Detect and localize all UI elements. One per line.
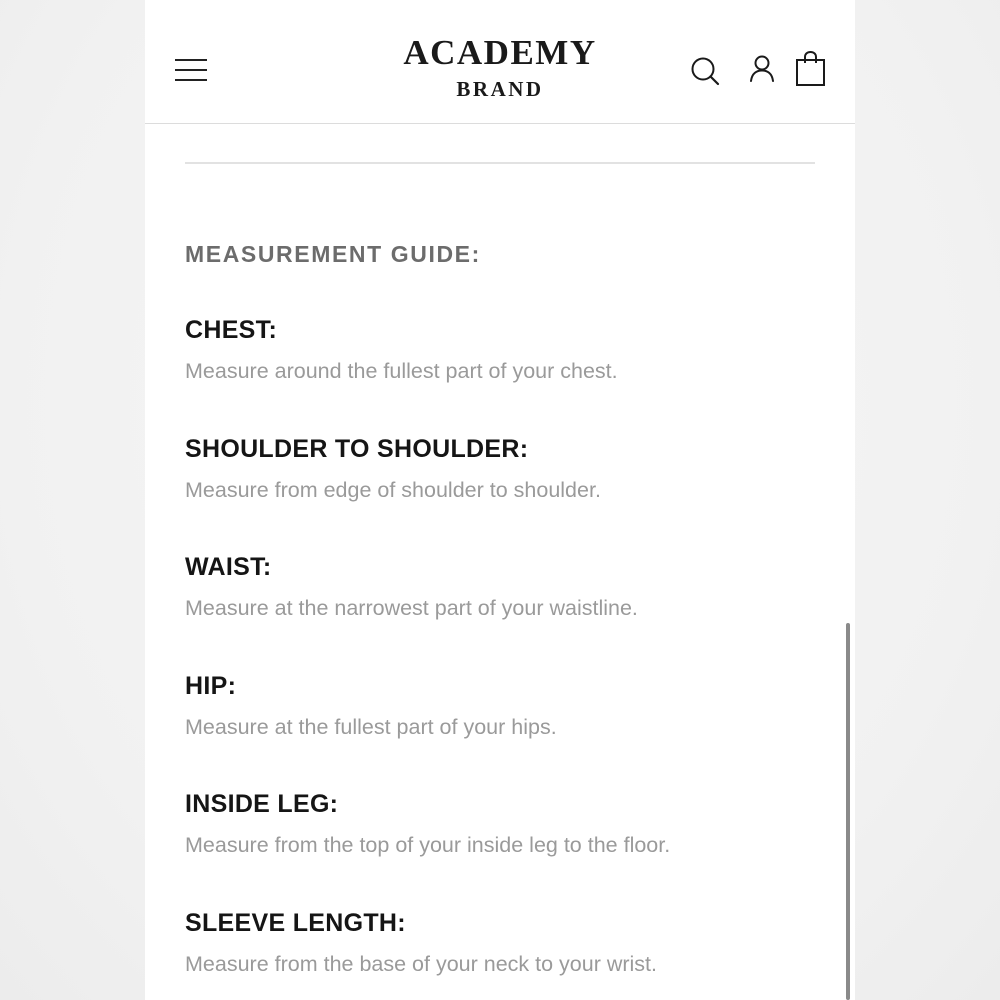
section-divider [185, 162, 815, 164]
guide-item-chest [185, 314, 825, 433]
guide-item-description: Measure around the fullest part of your chest. [185, 359, 618, 383]
guide-item-title: HIP: [185, 671, 237, 700]
search-button[interactable] [689, 55, 721, 87]
account-icon [748, 54, 776, 84]
brand-logo[interactable] [350, 34, 650, 102]
hamburger-menu-icon [175, 59, 207, 61]
guide-item-description: Measure from edge of shoulder to shoulder. [185, 477, 601, 502]
menu-button[interactable] [173, 55, 209, 85]
guide-item-sleeve-length [185, 907, 825, 1000]
guide-item-title: CHEST: [185, 316, 278, 344]
guide-item-title: SHOULDER TO SHOULDER: [185, 434, 529, 463]
guide-item-title: SLEEVE LENGTH: [185, 908, 406, 937]
site-header [145, 0, 855, 124]
mobile-page [145, 0, 855, 1000]
search-icon [689, 55, 721, 87]
shopping-bag-icon [795, 50, 827, 88]
logo-line-2: BRAND [456, 77, 544, 101]
guide-item-inside-leg [185, 788, 825, 907]
account-button[interactable] [748, 54, 776, 84]
logo-line-1: ACADEMY [403, 33, 597, 72]
measurement-guide [185, 238, 825, 1000]
guide-item-description: Measure from the base of your neck to your wrist. [185, 951, 658, 976]
guide-title: MEASUREMENT GUIDE: [185, 241, 481, 267]
cart-button[interactable] [795, 50, 827, 88]
guide-item-title: INSIDE LEG: [185, 790, 339, 818]
guide-item-description: Measure from the top of your inside leg to the floor. [185, 833, 671, 857]
guide-item-description: Measure at the narrowest part of your waistline. [185, 596, 638, 620]
guide-item-title: WAIST: [185, 553, 272, 581]
guide-item-description: Measure at the fullest part of your hips. [185, 714, 557, 739]
guide-item-waist [185, 551, 825, 670]
scrollbar-thumb[interactable] [846, 623, 850, 1000]
guide-item-shoulder [185, 433, 825, 552]
guide-item-hip [185, 670, 825, 789]
